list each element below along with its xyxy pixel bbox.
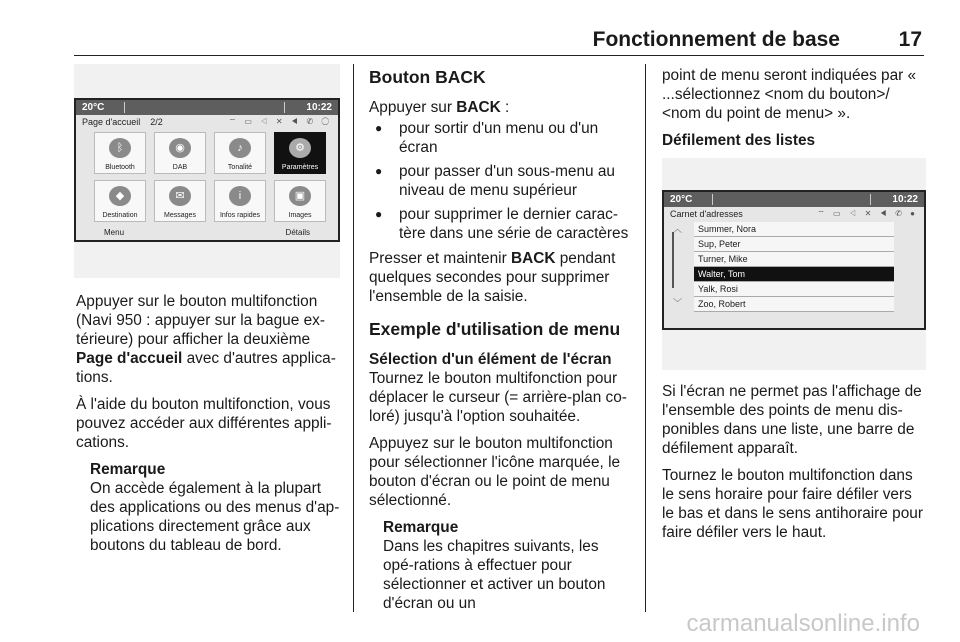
- address-book-figure: [662, 158, 926, 370]
- messages-icon: ✉: [169, 186, 191, 206]
- paragraph: Presser et maintenir BACK pendant quelques secondes pour supprimer l'ensemble de la saisie.: [369, 250, 616, 305]
- section-heading-back: Bouton BACK: [369, 67, 486, 87]
- tile-dab[interactable]: ◉ DAB: [154, 132, 206, 174]
- list-item[interactable]: Zoo, Robert: [694, 297, 894, 312]
- paragraph: Tournez le bouton multifonction dans le sens horaire pour faire défiler vers le bas et dans le sens antihoraire pour faire défiler vers le haut.: [662, 467, 923, 541]
- paragraph: À l'aide du bouton multifonction, vous pouvez accéder aux différentes appli-cations.: [76, 396, 332, 451]
- paragraph: Si l'écran ne permet pas l'affichage de l'ensemble des points de menu dis-ponibles dans une liste, une barre de défilement apparaît.: [662, 383, 922, 457]
- contact-list: [694, 222, 894, 312]
- tile-destination[interactable]: ◆ Destination: [94, 180, 146, 222]
- status-icons: ⌔ ▭ ◁ ✕ ◀ ✆ ◯: [228, 117, 332, 126]
- subheading-select: Sélection d'un élément de l'écran: [369, 351, 612, 368]
- list-item: ● pour sortir d'un menu ou d'un écran: [369, 119, 633, 157]
- clock: 10:22: [892, 194, 918, 205]
- status-icons: ⌔ ▭ ◁ ✕ ◀ ✆ ●: [817, 209, 918, 218]
- scroll-up-icon[interactable]: ︿: [673, 224, 683, 234]
- info-icon: i: [229, 186, 251, 206]
- column-1: [76, 292, 342, 555]
- softkey-details[interactable]: Détails: [285, 228, 310, 237]
- temperature: 20°C: [82, 102, 105, 113]
- paragraph: Tournez le bouton multifonction pour déplacer le curseur (= arrière-plan co-loré) jusqu'à l'option souhaitée.: [369, 370, 627, 425]
- header-rule: [74, 55, 924, 56]
- list-item[interactable]: Summer, Nora: [694, 222, 894, 237]
- list-item[interactable]: Yalk, Rosi: [694, 282, 894, 297]
- note-text: On accède également à la plupart des applications ou des menus d'ap-plications directement grâce aux boutons du tableau de bord.: [90, 480, 340, 554]
- softkey-menu[interactable]: Menu: [104, 228, 125, 237]
- note-title: Remarque: [383, 519, 459, 536]
- scrollbar[interactable]: [672, 232, 682, 288]
- scroll-down-icon[interactable]: ﹀: [673, 298, 683, 308]
- clock: 10:22: [306, 102, 332, 113]
- note-title: Remarque: [90, 461, 166, 478]
- header-title: Fonctionnement de base: [592, 28, 840, 51]
- list-item[interactable]: Sup, Peter: [694, 237, 894, 252]
- paragraph: Appuyer sur le bouton multifonction (Navi 950 : appuyer sur la bague ex-térieure) pour afficher la deuxième Page d'accueil avec d'autres applica-tions.: [76, 293, 336, 386]
- dab-icon: ◉: [169, 138, 191, 158]
- subheading-scroll: Défilement des listes: [662, 132, 816, 149]
- list-item-selected[interactable]: Walter, Tom: [694, 267, 894, 282]
- destination-icon: ◆: [109, 186, 131, 206]
- column-2: [369, 66, 633, 613]
- note-box: [90, 460, 342, 555]
- tile-messages[interactable]: ✉ Messages: [154, 180, 206, 222]
- home-screen-figure: [74, 64, 340, 278]
- paragraph: Appuyez sur le bouton multifonction pour sélectionner l'icône marquée, le bouton d'écran ou le point de menu sélectionné.: [369, 435, 621, 509]
- tile-quick-info[interactable]: i Infos rapides: [214, 180, 266, 222]
- column-divider: [645, 64, 646, 612]
- list-item: ● pour passer d'un sous-menu au niveau de menu supérieur: [369, 162, 633, 200]
- column-3: [662, 66, 928, 150]
- bullet-list: [369, 119, 633, 243]
- page-number: 17: [898, 28, 922, 51]
- section-heading-example: Exemple d'utilisation de menu: [369, 319, 621, 339]
- column-divider: [353, 64, 354, 612]
- status-bar: [664, 192, 924, 207]
- settings-icon: ⚙: [289, 138, 311, 158]
- images-icon: ▣: [289, 186, 311, 206]
- column-3-lower: [662, 382, 928, 550]
- paragraph: point de menu seront indiquées par « ...sélectionnez <nom du bouton>/ <nom du point de menu> ».: [662, 67, 917, 122]
- tone-icon: ♪: [229, 138, 251, 158]
- status-bar: [76, 100, 338, 115]
- screen-subtitle: Page d'accueil 2/2: [82, 117, 163, 127]
- note-box: [383, 518, 633, 613]
- bluetooth-icon: ᛒ: [109, 138, 131, 158]
- list-item: ● pour supprimer le dernier carac-tère dans une série de caractères: [369, 205, 633, 243]
- tile-tone[interactable]: ♪ Tonalité: [214, 132, 266, 174]
- page-header: [0, 28, 960, 52]
- tile-images[interactable]: ▣ Images: [274, 180, 326, 222]
- screen-subtitle: Carnet d'adresses: [670, 209, 743, 219]
- home-screen: [74, 98, 340, 242]
- address-book-screen: [662, 190, 926, 330]
- paragraph: Appuyer sur BACK :: [369, 99, 510, 116]
- list-item[interactable]: Turner, Mike: [694, 252, 894, 267]
- tile-settings[interactable]: ⚙ Paramètres: [274, 132, 326, 174]
- tile-bluetooth[interactable]: ᛒ Bluetooth: [94, 132, 146, 174]
- watermark: carmanualsonline.info: [686, 610, 920, 637]
- note-text: Dans les chapitres suivants, les opé-rations à effectuer pour sélectionner et activer un bouton d'écran ou un: [383, 538, 606, 612]
- temperature: 20°C: [670, 194, 693, 205]
